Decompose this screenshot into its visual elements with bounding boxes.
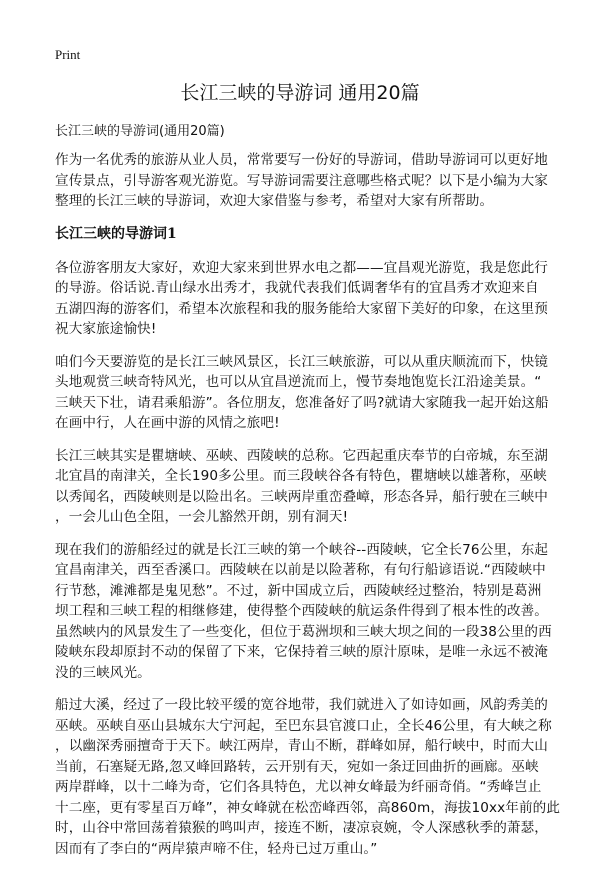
body-paragraph xyxy=(55,258,555,340)
text-line: 十二座，更有零星百万峰”，神女峰就在松峦峰西邻，高860m，海拔10xx年前的此 xyxy=(55,799,561,816)
text-line: 在画中行，人在画中游的风情之旅吧! xyxy=(55,415,280,431)
section-heading: 长江三峡的导游词1 xyxy=(55,225,177,242)
paragraph-list xyxy=(55,258,561,860)
text-line: 头地观赏三峡奇特风光，也可以从宜昌逆流而上，慢节奏地饱览长江沿途美景。“ xyxy=(55,374,542,390)
text-line: 巫峡。巫峡自巫山县城东大宁河起，至巴东县官渡口止，全长46公里，有大峡之称 xyxy=(55,717,552,734)
text-line: 船过大溪，经过了一段比较平缓的宽谷地带，我们就进入了如诗如画，风韵秀美的 xyxy=(55,697,548,713)
document-body xyxy=(55,150,561,871)
text-line: 长江三峡其实是瞿塘峡、巫峡、西陵峡的总称。它西起重庆奉节的白帝城，东至湖 xyxy=(55,447,548,464)
text-line: 的导游。俗话说.青山绿水出秀才，我就代表我们低调奢华有的宜昌秀才欢迎来自 xyxy=(55,280,539,296)
text-line: 时，山谷中常回荡着猿猴的鸣叫声，接连不断，凄凉哀婉，令人深感秋季的萧瑟， xyxy=(55,820,548,836)
text-line: 各位游客朋友大家好，欢迎大家来到世界水电之都——宜昌观光游览，我是您此行 xyxy=(55,259,548,276)
page-title: 长江三峡的导游词 通用20篇 xyxy=(180,82,420,104)
body-paragraph xyxy=(55,540,555,684)
text-line: 北宜昌的南津关，全长190多公里。而三段峡谷各有特色，瞿塘峡以雄著称，巫峡 xyxy=(55,468,547,484)
text-line: ，以幽深秀丽擅奇于天下。峡江两岸，青山不断，群峰如屏，船行峡中，时而大山 xyxy=(55,738,548,754)
text-line: 祝大家旅途愉快! xyxy=(55,321,157,337)
body-paragraph xyxy=(55,695,561,859)
text-line: 咱们今天要游览的是长江三峡风景区，长江三峡旅游，可以从重庆顺流而下，快镜 xyxy=(55,353,548,370)
text-line: 虽然峡内的风景发生了一些变化，但位于葛洲坝和三峡大坝之间的一段38公里的西 xyxy=(55,623,552,640)
document-subtitle: 长江三峡的导游词(通用20篇) xyxy=(55,124,225,139)
text-line: 以秀闻名，西陵峡则是以险出名。三峡两岸重峦叠嶂，形态各异，船行驶在三峡中 xyxy=(55,488,548,505)
body-paragraph xyxy=(55,446,555,528)
text-line: 当前，石塞疑无路,忽又峰回路转，云开别有天，宛如一条迂回曲折的画廊。巫峡 xyxy=(55,758,539,775)
print-link[interactable]: Print xyxy=(55,47,81,62)
text-line: 陵峡东段却原封不动的保留了下来，它保持着三峡的原汁原味，是唯一永远不被淹 xyxy=(55,644,548,660)
text-line: 没的三峡风光。 xyxy=(55,664,151,681)
text-line: 因而有了李白的“两岸猿声啼不住，轻舟已过万重山。” xyxy=(55,840,378,857)
body-paragraph xyxy=(55,352,555,434)
text-line: 宜昌南津关，西至香溪口。西陵峡在以前是以险著称，有句行船谚语说.“西陵峡中 xyxy=(55,562,546,578)
text-line: 现在我们的游船经过的就是长江三峡的第一个峡谷--西陵峡，它全长76公里，东起 xyxy=(55,541,549,558)
text-line: 整理的长江三峡的导游词，欢迎大家借鉴与参考，希望对大家有所帮助。 xyxy=(55,193,494,209)
text-line: 行节愁，滩滩都是鬼见愁”。不过，新中国成立后，西陵峡经过整治，特别是葛洲 xyxy=(55,582,542,599)
text-line: 坝工程和三峡工程的相继修建，使得整个西陵峡的航运条件得到了根本性的改善。 xyxy=(55,603,548,619)
text-line: 宣传景点，引导游客观光游览。写导游词需要注意哪些格式呢？以下是小编为大家 xyxy=(55,172,548,189)
text-line: 作为一名优秀的旅游从业人员，常常要写一份好的导游词，借助导游词可以更好地 xyxy=(55,152,548,168)
intro-paragraph xyxy=(55,150,555,212)
text-line: 两岸群峰，以十二峰为奇，它们各具特色，尤以神女峰最为纤丽奇俏。“秀峰岂止 xyxy=(55,779,542,795)
text-line: 三峡天下壮，请君乘船游”。各位朋友，您准备好了吗?就请大家随我一起开始这船 xyxy=(55,394,549,411)
text-line: ，一会儿山色全阻，一会儿豁然开朗，别有洞天! xyxy=(55,509,349,525)
text-line: 五湖四海的游客们，希望本次旅程和我的服务能给大家留下美好的印象，在这里预 xyxy=(55,300,548,317)
